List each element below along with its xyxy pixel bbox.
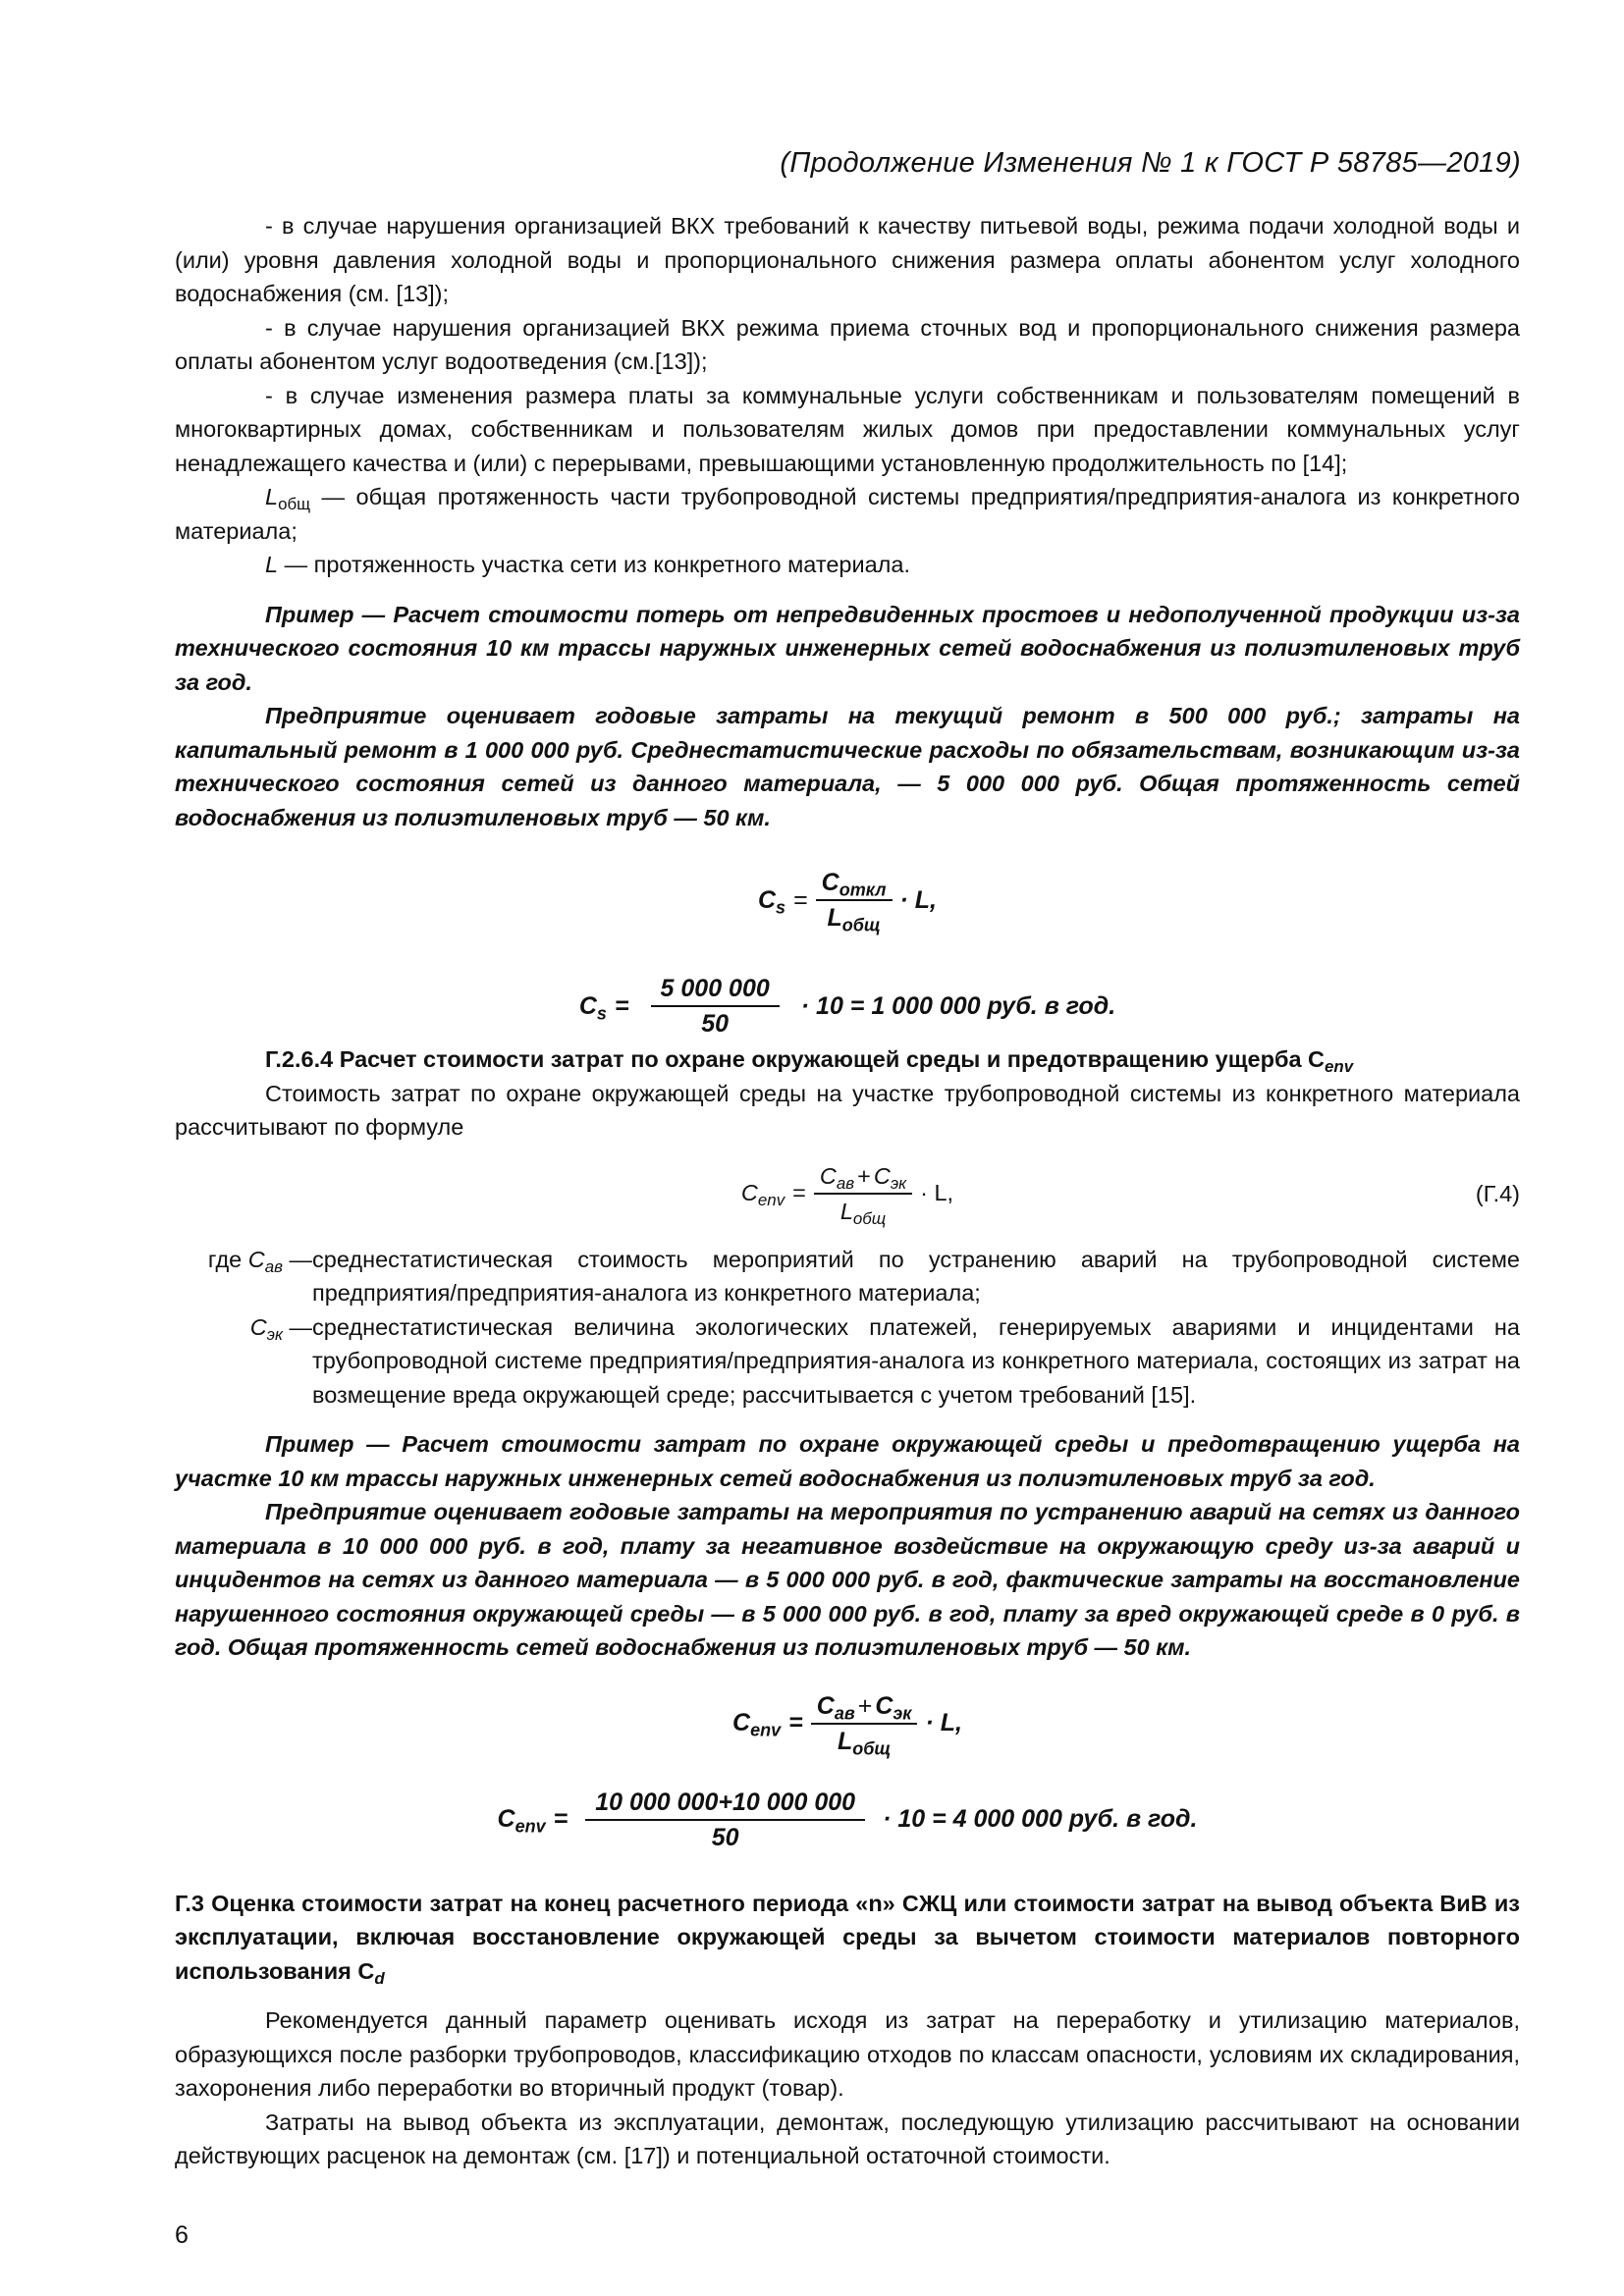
page-number: 6 [175, 2221, 189, 2249]
definition-l-total [175, 480, 1520, 548]
section-g264-heading: Г.2.6.4 Расчет стоимости затрат по охране окружающей среды и предотвращению ущерба $C_{env}$ [265, 1046, 1354, 1077]
example-2-body: Предприятие оценивает годовые затраты на мероприятия по устранению аварий на сетях из данного материала в 10 000 000 руб. в год, плату за негативное воздействие на окружающую среду из-за аварий и инцидентов на сетях из данного материала — в 5 000 000 руб. в год, фактические затраты на восстановление нарушенного состояния окружающей среды — в 5 000 000 руб. в год, плату за вред окружающей среде в 0 руб. в год. Общая протяженность сетей водоснабжения из полиэтиленовых труб — 50 км. [175, 1499, 1520, 1660]
formula-lhs: $C_s$ [578, 991, 607, 1024]
definition-text: — общая протяженность части трубопроводной системы предприятия/предприятия-аналога из конкретного материала; [175, 484, 1520, 544]
paragraph-violation-water: - в случае нарушения организацией ВКХ требований к качеству питьевой воды, режима подачи холодной воды и (или) уровня давления холодной воды и пропорционального снижения размера оплаты абонентом услуг холодного водоснабжения (см. [13]); [175, 213, 1520, 306]
formula-fraction [811, 1691, 918, 1756]
paragraph-decommission-costs: Затраты на вывод объекта из эксплуатации, демонтаж, последующую утилизацию рассчитывают на основании действующих расценок на демонтаж (см. [17]) и потенциальной остаточной стоимости. [175, 2109, 1520, 2168]
formula-equals: = [553, 1805, 568, 1834]
example-2-title: Пример — Расчет стоимости затрат по охране окружающей среды и предотвращению ущерба на участке 10 км трассы наружных инженерных сетей водоснабжения из полиэтиленовых труб за год. [175, 1431, 1520, 1491]
formula-fraction [651, 974, 780, 1039]
fraction-numerator: $C_{откл}$ [816, 868, 893, 901]
formula-equals: = [793, 885, 808, 914]
formula-cs-calculation [175, 972, 1520, 1041]
formula-cenv-calculation [175, 1783, 1520, 1857]
where-description: среднестатистическая стоимость мероприятий по устранению аварий на трубопроводной системе предприятия/предприятия-аналога из конкретного материала; [312, 1246, 1520, 1306]
formula-lhs: $C_{env}$ [732, 1709, 782, 1740]
paragraph-recommendation: Рекомендуется данный параметр оценивать исходя из затрат на переработку и утилизацию материалов, образующихся после разборки трубопроводов, классификацию отходов по классам опасности, условиям их складирования, захоронения либо переработки во вторичный продукт (товар). [175, 2007, 1520, 2101]
fraction-numerator: 10 000 000+10 000 000 [585, 1788, 865, 1821]
document-body [175, 209, 1520, 2173]
paragraph-cost-formula-intro: Стоимость затрат по охране окружающей среды на участке трубопроводной системы из конкретного материала рассчитывают по формуле [175, 1080, 1520, 1140]
where-term: $C_{эк}$ — [249, 1313, 312, 1344]
symbol-subscript: общ [278, 495, 311, 514]
example-1-title: Пример — Расчет стоимости потерь от непредвиденных простоев и недополученной продукции из-за технического состояния 10 км трассы наружных инженерных сетей водоснабжения из полиэтиленовых труб за год. [175, 601, 1520, 695]
fraction-numerator: $C_{ав} + C_{эк}$ [814, 1161, 912, 1195]
paragraph-violation-sewage: - в случае нарушения организацией ВКХ режима приема сточных вод и пропорционального снижения размера оплаты абонентом услуг водоотведения (см.[13]); [175, 314, 1520, 374]
formula-fraction [585, 1788, 865, 1852]
fraction-denominator: $L_{общ}$ [837, 1727, 892, 1758]
formula-tail: · L, [925, 1709, 962, 1737]
formula-tail: · L, [899, 885, 938, 914]
fraction-numerator: 5 000 000 [651, 974, 780, 1007]
formula-cenv-general [175, 1686, 1520, 1761]
formula-equals: = [788, 1709, 803, 1737]
formula-tail: · L, [920, 1180, 954, 1206]
where-item-c-ek [175, 1310, 1520, 1413]
formula-lhs: $C_{env}$ [740, 1180, 785, 1210]
formula-lhs: $C_{env}$ [497, 1805, 546, 1837]
fraction-denominator: 50 [701, 1010, 730, 1038]
definition-l [175, 548, 1520, 582]
fraction-denominator: 50 [711, 1823, 739, 1851]
fraction-denominator: $L_{общ}$ [839, 1198, 887, 1228]
where-description: среднестатистическая величина экологических платежей, генерируемых авариями и инцидентами на трубопроводной системе предприятия/предприятия-аналога из конкретного материала, состоящих из затрат на возмещение вреда окружающей среде; рассчитывается с учетом требований [15]. [312, 1313, 1520, 1408]
formula-cs-general [175, 862, 1520, 938]
formula-tail: · 10 = 1 000 000 руб. в год. [800, 991, 1116, 1020]
formula-lhs: $C_s$ [757, 885, 786, 918]
formula-equals: = [792, 1180, 806, 1206]
section-g3-heading: Г.3 Оценка стоимости затрат на конец расчетного периода «n» СЖЦ или стоимости затрат на вывод объекта ВиВ из эксплуатации, включая восстановление окружающей среды за вычетом стоимости материалов повторного использования $C_d$ [175, 1890, 1520, 1988]
where-term: где $C_{ав}$ — [207, 1246, 312, 1276]
formula-fraction [816, 868, 893, 933]
formula-tail: · 10 = 4 000 000 руб. в год. [883, 1805, 1198, 1834]
definition-text: — протяженность участка сети из конкретного материала. [278, 552, 910, 577]
fraction-numerator: $C_{ав} + C_{эк}$ [811, 1691, 918, 1725]
formula-equals: = [614, 991, 629, 1020]
paragraph-utility-fee-change: - в случае изменения размера платы за коммунальные услуги собственникам и пользователям помещений в многоквартирных домах, собственникам и пользователям жилых домов при предоставлении коммунальных услуг ненадлежащего качества и (или) с перерывами, превышающими установленную продолжительность по [14]; [175, 382, 1520, 476]
formula-fraction [814, 1161, 912, 1226]
symbol-l: L [265, 484, 279, 509]
example-1-body: Предприятие оценивает годовые затраты на текущий ремонт в 500 000 руб.; затраты на капитальный ремонт в 1 000 000 руб. Среднестатистические расходы по обязательствам, возникающим из-за технического состояния сетей из данного материала, — 5 000 000 руб. Общая протяженность сетей водоснабжения из полиэтиленовых труб — 50 км. [175, 703, 1520, 830]
symbol-l: L [265, 552, 279, 577]
where-item-c-av [175, 1243, 1520, 1310]
running-header: (Продолжение Изменения № 1 к ГОСТ Р 58785—2019) [780, 147, 1521, 179]
formula-g4 [175, 1158, 1520, 1229]
equation-number: (Г.4) [1475, 1180, 1520, 1206]
fraction-denominator: $L_{общ}$ [827, 904, 881, 935]
